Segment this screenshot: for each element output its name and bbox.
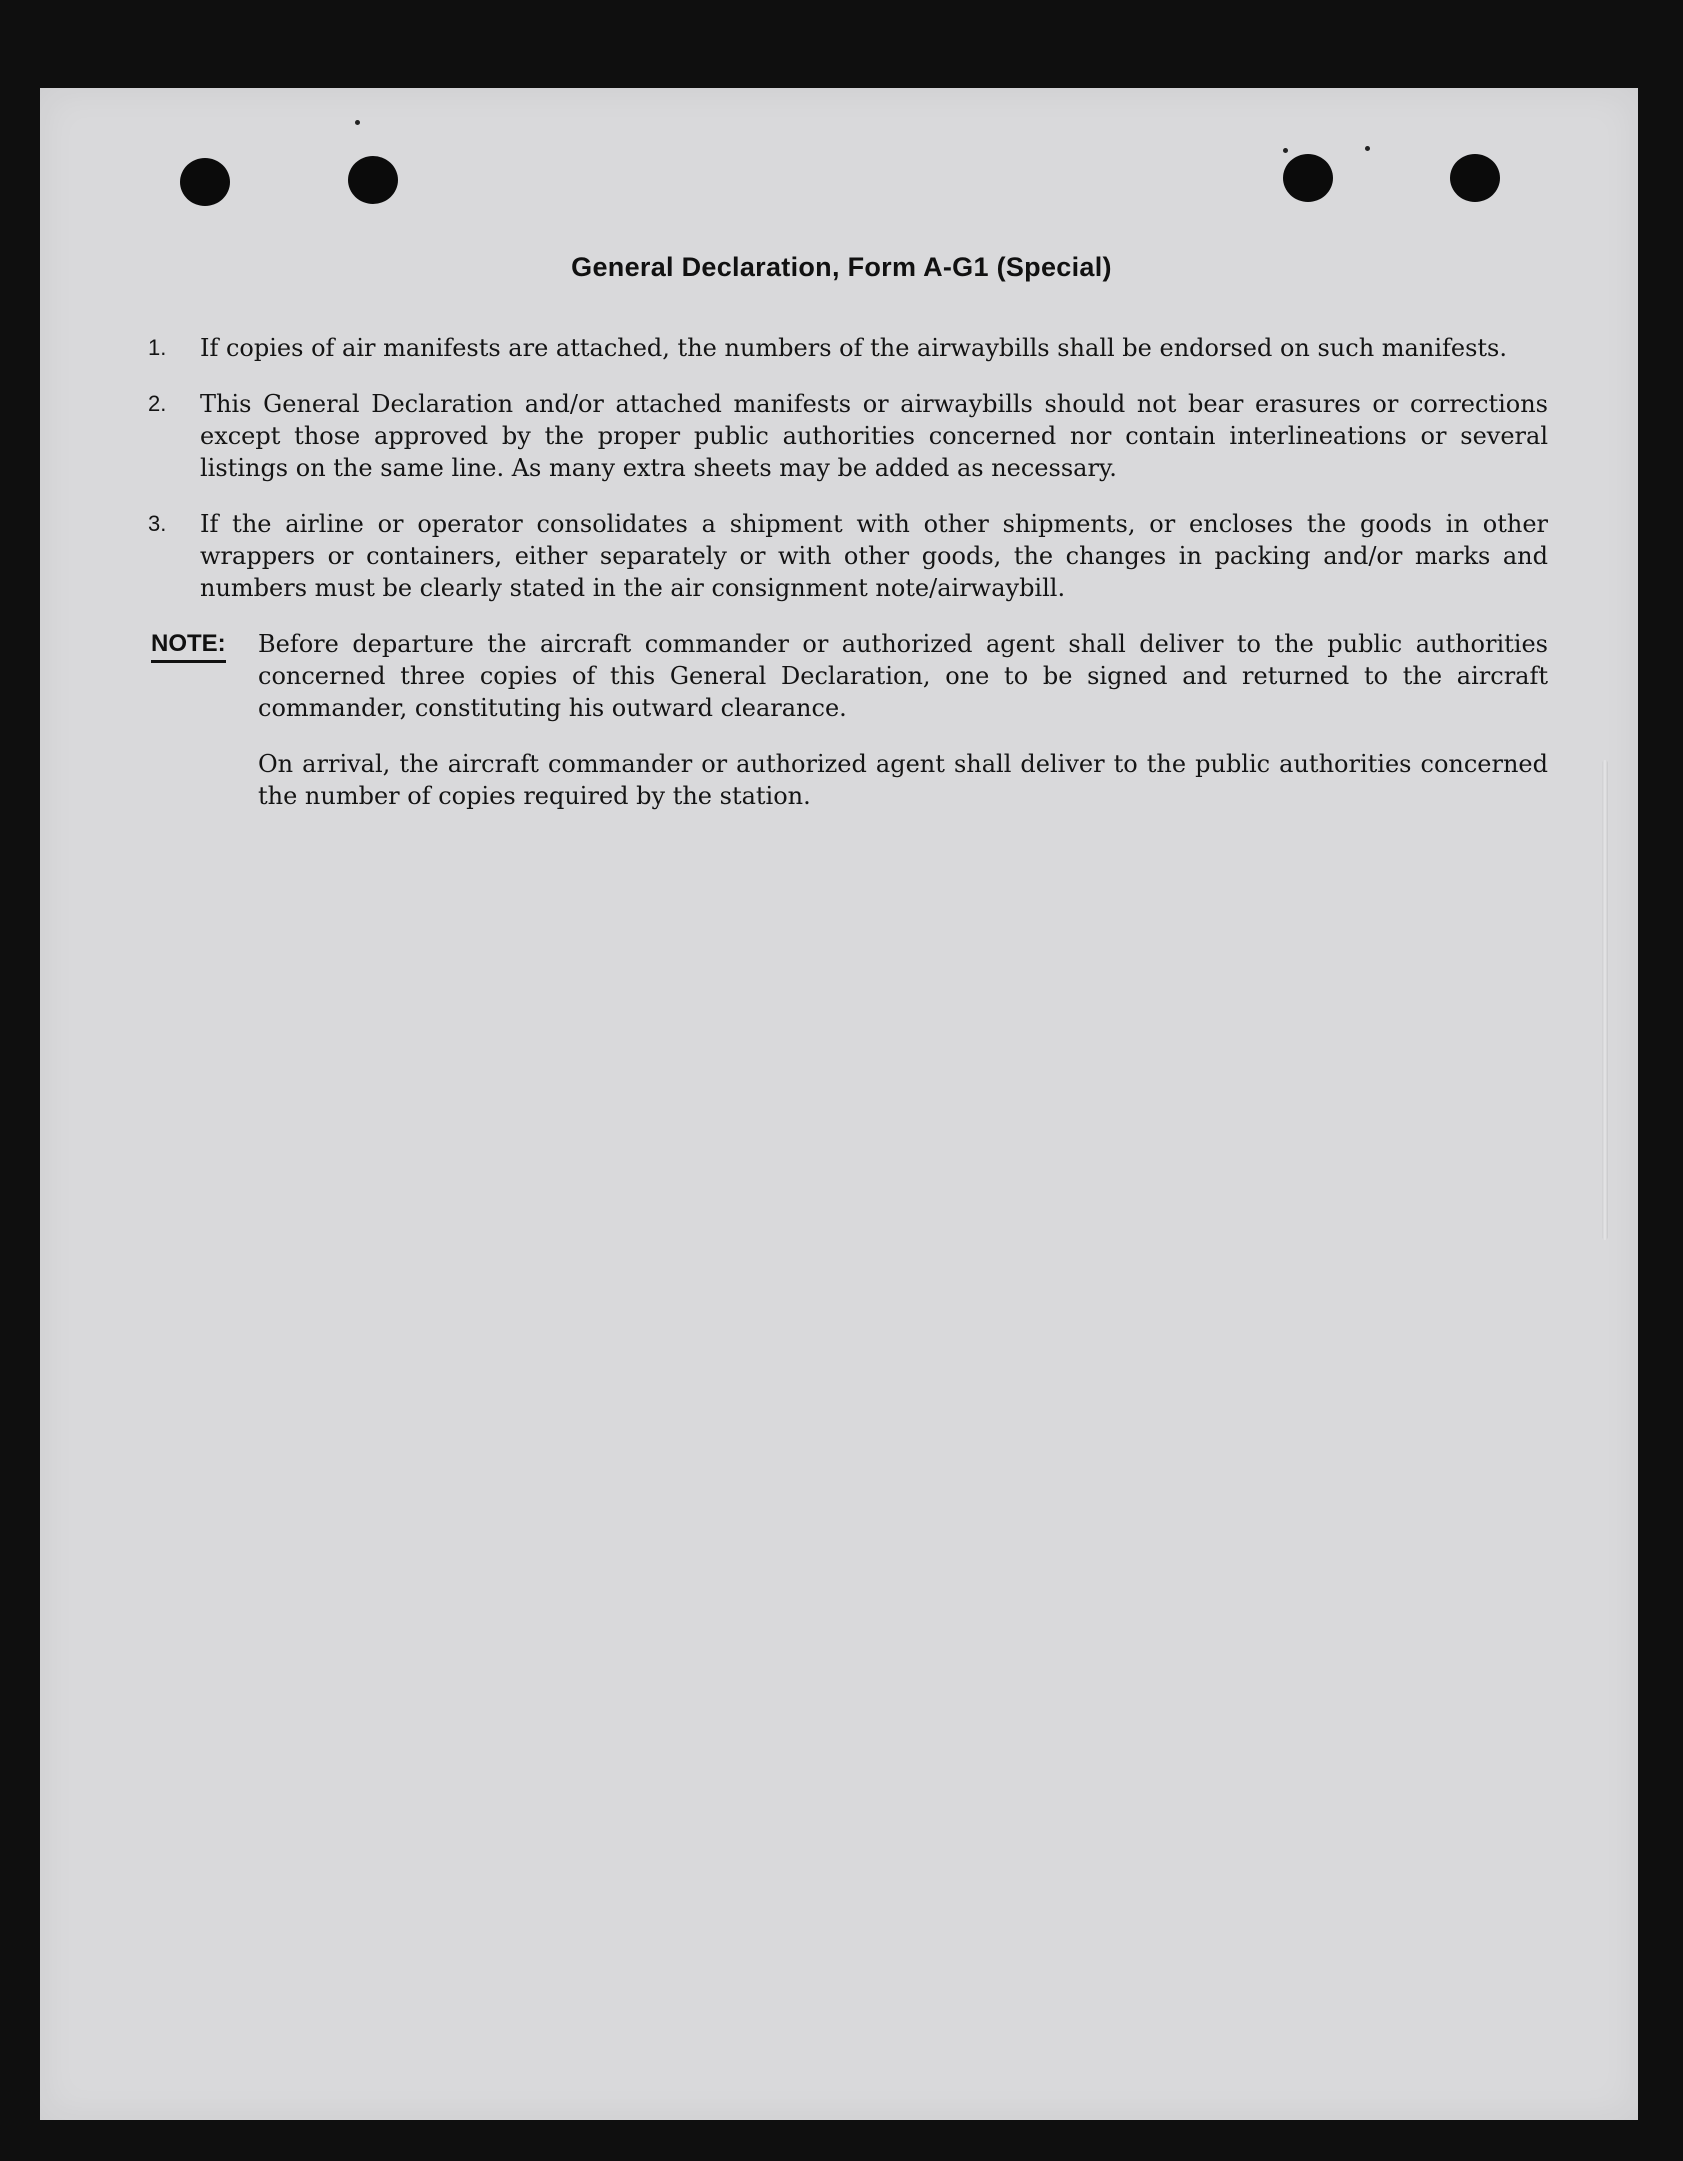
document-title: General Declaration, Form A-G1 (Special)	[571, 252, 1112, 282]
paper-fold-shadow	[1602, 760, 1608, 1240]
item-text: This General Declaration and/or attached manifests or airwaybills should not bear erasures or corrections except those approved by the proper public authorities concerned nor contain interlineations or several listings on the same line. As many extra sheets may be added as necessary.	[200, 390, 1548, 482]
ink-speck	[1283, 148, 1288, 153]
item-text: If the airline or operator consolidates a shipment with other shipments, or encloses the goods in other wrappers or containers, either separately or with other goods, the changes in packing and/or marks and numbers must be clearly stated in the air consignment note/airwaybill.	[200, 510, 1548, 602]
item-number: 1.	[148, 335, 167, 360]
punch-hole-icon	[348, 156, 398, 204]
note-label: NOTE:	[151, 628, 226, 663]
ink-speck	[1365, 146, 1370, 151]
list-item	[148, 388, 1548, 484]
ink-speck	[355, 120, 360, 125]
note-paragraph: Before departure the aircraft commander or authorized agent shall deliver to the public authorities concerned three copies of this General Declaration, one to be signed and returned to the aircraft commander, constituting his outward clearance.	[258, 630, 1548, 722]
punch-hole-icon	[180, 158, 230, 206]
note-paragraph: On arrival, the aircraft commander or authorized agent shall deliver to the public authorities concerned the number of copies required by the station.	[258, 750, 1548, 810]
punch-hole-icon	[1283, 154, 1333, 202]
item-number: 2.	[148, 391, 167, 416]
item-text: If copies of air manifests are attached, the numbers of the airwaybills shall be endorsed on such manifests.	[200, 334, 1507, 362]
list-item	[148, 508, 1548, 604]
item-number: 3.	[148, 511, 167, 536]
list-item	[148, 332, 1548, 364]
punch-hole-icon	[1450, 154, 1500, 202]
